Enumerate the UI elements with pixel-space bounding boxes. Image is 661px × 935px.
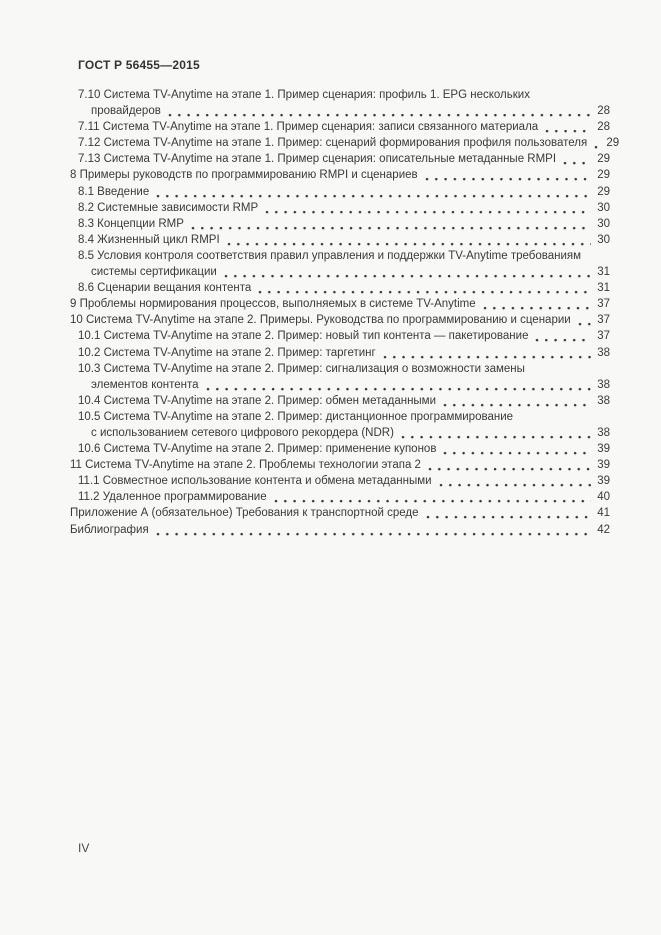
dot-leader (166, 103, 591, 119)
toc-line (70, 312, 610, 328)
dot-leader (576, 312, 591, 328)
dot-leader (222, 264, 591, 280)
dot-leader (481, 296, 591, 312)
toc-entry-text: 10.5 Система TV-Anytime на этапе 2. Пример: дистанционное программирование (78, 410, 514, 423)
toc-line (70, 457, 610, 473)
toc-line (70, 505, 610, 521)
toc-entry-text: 10.2 Система TV-Anytime на этапе 2. Пример: таргетинг (78, 346, 376, 359)
dot-leader (272, 489, 591, 505)
toc-line (70, 87, 610, 103)
toc-entry-text: 8.5 Условия контроля соответствия правил управления и поддержки TV-Anytime требованиям (78, 249, 582, 262)
dot-leader (561, 151, 591, 167)
toc-line (70, 328, 610, 344)
toc-page-number: 38 (597, 394, 610, 407)
toc-page-number: 38 (597, 346, 610, 359)
dot-leader (225, 232, 591, 248)
toc-page-number: 31 (597, 282, 610, 295)
toc-entry-text: 11.1 Совместное использование контента и обмена метаданными (78, 475, 432, 488)
dot-leader (256, 280, 591, 296)
toc-entry-text: Библиография (70, 523, 149, 536)
dot-leader (441, 393, 591, 409)
dot-leader (437, 473, 591, 489)
toc-page-number: 30 (597, 217, 610, 230)
toc-page-number: 29 (597, 185, 610, 198)
toc-entry-text: Приложение А (обязательное) Требования к транспортной среде (70, 507, 419, 520)
toc-entry-text: провайдеров (91, 105, 161, 118)
toc-page-number: 42 (597, 523, 610, 536)
toc-page-number: 39 (597, 475, 610, 488)
toc-entry-text: 8.2 Системные зависимости RMP (78, 201, 259, 214)
toc-line (70, 296, 610, 312)
dot-leader (381, 345, 591, 361)
toc-line (70, 167, 610, 183)
toc-line (70, 264, 610, 280)
document-header: ГОСТ Р 56455—2015 (78, 58, 200, 72)
toc-line (70, 393, 610, 409)
dot-leader (204, 377, 591, 393)
toc-entry-text: 10 Система TV-Anytime на этапе 2. Примеры. Руководства по программированию и сценарии (70, 314, 571, 327)
toc-line (70, 135, 620, 151)
toc-line (70, 473, 610, 489)
toc-page-number: 29 (597, 169, 610, 182)
toc-entry-text: 7.10 Система TV-Anytime на этапе 1. Пример сценария: профиль 1. EPG нескольких (78, 89, 530, 101)
toc-entry-text: 9 Проблемы нормирования процессов, выполняемых в системе TV-Anytime (70, 298, 476, 311)
toc-page-number: 29 (606, 137, 620, 150)
toc-entry-text: 7.13 Система TV-Anytime на этапе 1. Пример сценария: описательные метаданные RMPI (78, 153, 557, 166)
toc-line (70, 232, 610, 248)
toc-entry-text: с использованием сетевого цифрового рекордера (NDR) (91, 426, 394, 439)
toc-line (70, 409, 610, 425)
table-of-contents (70, 87, 620, 538)
toc-entry-text: 10.6 Система TV-Anytime на этапе 2. Пример: применение купонов (78, 443, 437, 456)
dot-leader (263, 200, 591, 216)
toc-page-number: 40 (597, 491, 610, 504)
toc-line (70, 184, 610, 200)
dot-leader (592, 135, 600, 151)
toc-entry-text: 7.12 Система TV-Anytime на этапе 1. Пример: сценарий формирования профиля пользователя (78, 137, 588, 150)
toc-entry-text: 8.1 Введение (78, 185, 150, 198)
toc-page-number: 28 (597, 121, 610, 134)
toc-entry-text: 8 Примеры руководств по программированию RMPI и сценариев (70, 169, 418, 182)
toc-page-number: 37 (597, 298, 610, 311)
toc-line (70, 200, 610, 216)
toc-line (70, 425, 610, 441)
toc-entry-text: 8.4 Жизненный цикл RMPI (78, 233, 220, 246)
toc-entry-text: 10.4 Система TV-Anytime на этапе 2. Пример: обмен метаданными (78, 394, 437, 407)
toc-entry-text: системы сертификации (91, 266, 217, 279)
dot-leader (189, 216, 591, 232)
toc-entry-text: 8.6 Сценарии вещания контента (78, 282, 252, 295)
toc-line (70, 280, 610, 296)
toc-page-number: 41 (597, 507, 610, 520)
toc-line (70, 216, 610, 232)
toc-page-number: 38 (597, 378, 610, 391)
toc-page-number: 28 (597, 105, 610, 118)
toc-entry-text: элементов контента (91, 378, 199, 391)
toc-line (70, 361, 610, 377)
toc-entry-text: 10.1 Система TV-Anytime на этапе 2. Пример: новый тип контента — пакетирование (78, 330, 529, 343)
toc-page-number: 39 (597, 459, 610, 472)
toc-line (70, 377, 610, 393)
dot-leader (399, 425, 591, 441)
toc-line (70, 103, 610, 119)
dot-leader (426, 457, 591, 473)
toc-page-number: 29 (597, 153, 610, 166)
dot-leader (533, 328, 591, 344)
toc-line (70, 345, 610, 361)
toc-entry-text: 7.11 Система TV-Anytime на этапе 1. Пример сценария: записи связанного материала (78, 121, 539, 134)
toc-line (70, 119, 610, 135)
toc-page-number: 37 (597, 314, 610, 327)
toc-line (70, 151, 610, 167)
toc-page-number: 31 (597, 266, 610, 279)
toc-page-number: 38 (597, 426, 610, 439)
toc-entry-text: 11.2 Удаленное программирование (78, 491, 267, 504)
toc-line (70, 441, 610, 457)
toc-page-number: 30 (597, 233, 610, 246)
dot-leader (424, 505, 591, 521)
toc-line (70, 248, 610, 264)
toc-line (70, 489, 610, 505)
toc-entry-text: 11 Система TV-Anytime на этапе 2. Проблемы технологии этапа 2 (70, 459, 421, 472)
dot-leader (441, 441, 591, 457)
dot-leader (154, 184, 591, 200)
dot-leader (154, 522, 591, 538)
dot-leader (423, 167, 591, 183)
dot-leader (543, 119, 591, 135)
toc-page-number: 39 (597, 443, 610, 456)
page-number-footer: IV (78, 841, 90, 855)
toc-page-number: 30 (597, 201, 610, 214)
toc-page-number: 37 (597, 330, 610, 343)
toc-line (70, 522, 610, 538)
toc-entry-text: 10.3 Система TV-Anytime на этапе 2. Пример: сигнализация о возможности замены (78, 362, 525, 375)
toc-entry-text: 8.3 Концепции RMP (78, 217, 184, 230)
